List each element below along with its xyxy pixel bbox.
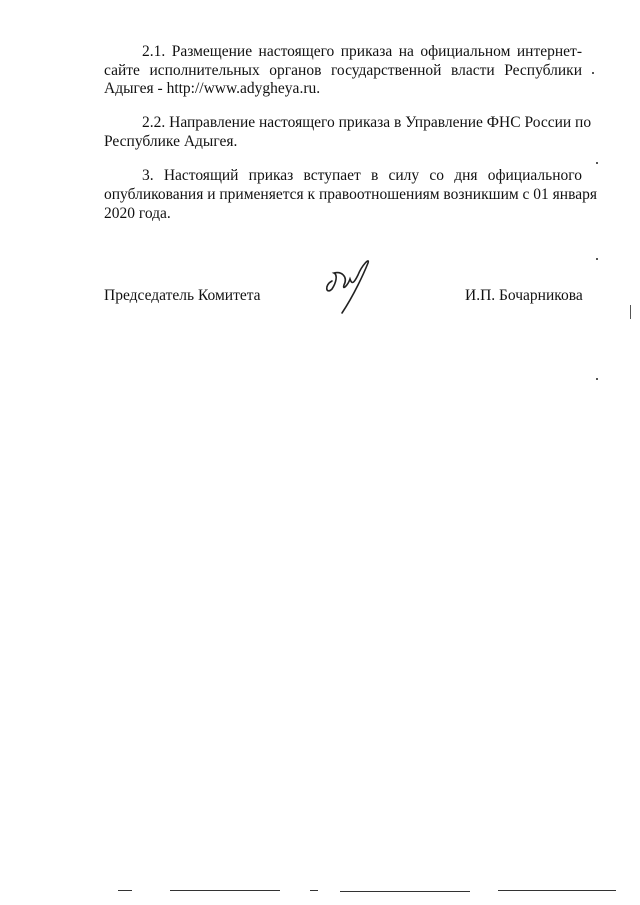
scan-artifact: [592, 72, 594, 74]
paragraph-2-1-line-3: Адыгея - http://www.adygheya.ru.: [104, 80, 321, 97]
paragraph-2-2-line-1: 2.2. Направление настоящего приказа в Управление ФНС России по: [142, 114, 592, 131]
paragraph-3-line-2: опубликования и применяется к правоотношениям возникшим с 01 января: [104, 186, 597, 203]
paragraph-2-2-line-2: Республике Адыгея.: [104, 133, 238, 150]
paragraph-2-1-line-2: сайте исполнительных органов государственной власти Республики: [104, 62, 582, 79]
paragraph-3-line-1: 3. Настоящий приказ вступает в силу со дня официального: [142, 167, 582, 184]
scan-artifact: [596, 378, 598, 380]
scan-artifact: [596, 258, 598, 260]
scan-edge-line: [118, 890, 132, 891]
scan-edge-line: [498, 890, 616, 891]
scan-artifact: [630, 305, 631, 319]
handwritten-signature: [318, 255, 378, 317]
signatory-position: Председатель Комитета: [104, 287, 261, 304]
paragraph-3-line-3: 2020 года.: [104, 205, 171, 222]
scan-edge-line: [310, 890, 318, 891]
scan-artifact: [596, 162, 598, 164]
paragraph-2-1-line-1: 2.1. Размещение настоящего приказа на официальном интернет-: [142, 43, 582, 60]
scan-edge-line: [170, 890, 280, 891]
signatory-name: И.П. Бочарникова: [465, 287, 583, 304]
scan-edge-line: [340, 891, 470, 892]
